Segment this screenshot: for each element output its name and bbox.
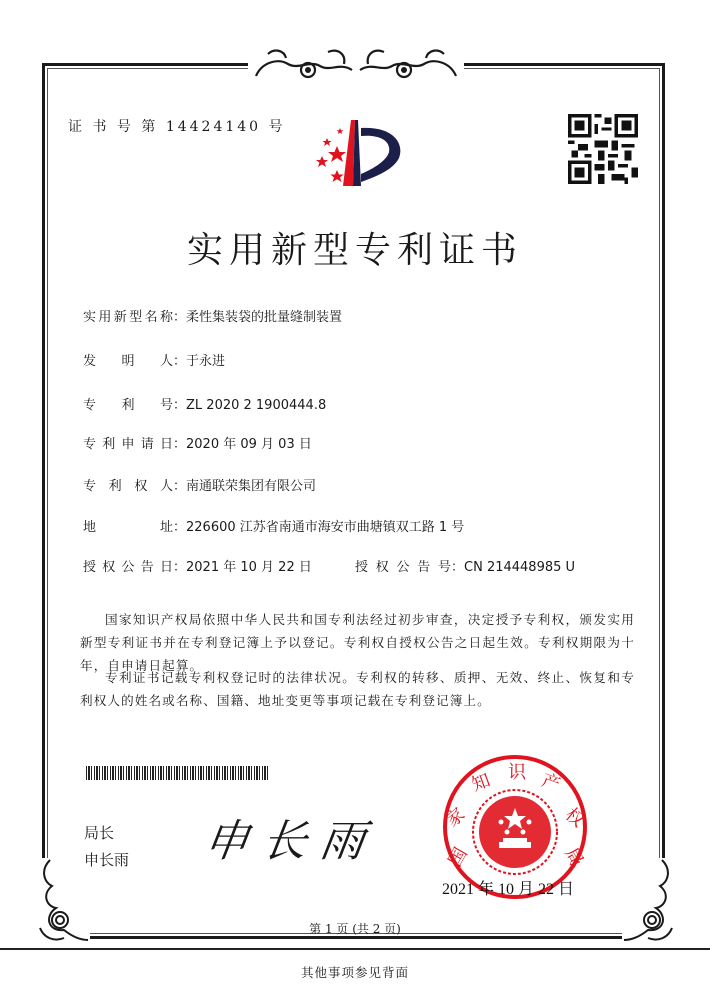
field-label: 授权公告日	[83, 560, 173, 575]
field-inventor	[83, 350, 225, 369]
svg-text:局: 局	[560, 844, 588, 871]
field-label: 专利权人	[83, 479, 173, 494]
field-utility-model-name	[83, 306, 342, 325]
page-title: 实用新型专利证书	[186, 230, 523, 271]
dragon-ornament-icon	[248, 44, 464, 84]
colon: ：	[173, 398, 187, 413]
field-value: 2021 年 10 月 22 日	[186, 560, 312, 575]
field-label: 实用新型名称	[83, 310, 173, 325]
svg-text:家: 家	[441, 803, 470, 832]
footer-note: 其他事项参见背面	[300, 965, 409, 980]
certificate-number-label: 证 书 号 第	[68, 119, 159, 135]
svg-text:权: 权	[560, 803, 589, 832]
divider	[0, 948, 710, 950]
svg-text:产: 产	[538, 769, 563, 796]
field-value: 2020 年 09 月 03 日	[186, 437, 312, 452]
body-paragraph: 专利证书记载专利权登记时的法律状况。专利权的转移、质押、无效、终止、恢复和专利权人的姓名或名称、国籍、地址变更等事项记载在专利登记簿上。	[80, 669, 635, 708]
field-value: 南通联荣集团有限公司	[186, 479, 317, 494]
colon: ：	[173, 560, 187, 575]
certificate-number	[68, 116, 286, 136]
seal-date: 2021 年 10 月 22 日	[442, 881, 575, 898]
field-announcement-number	[355, 556, 575, 575]
qr-code-icon[interactable]	[568, 114, 638, 184]
director-name: 申长雨	[84, 851, 130, 869]
field-label: 专利申请日	[83, 437, 173, 452]
field-label: 专利号	[83, 398, 173, 413]
svg-text:国: 国	[444, 844, 472, 871]
director-title: 局长	[84, 824, 115, 842]
svg-text:识: 识	[508, 762, 526, 783]
colon: ：	[173, 520, 187, 535]
field-value: ZL 2020 2 1900444.8	[186, 398, 327, 413]
field-value: 于永进	[186, 354, 226, 369]
colon: ：	[173, 354, 187, 369]
field-application-date	[83, 433, 312, 452]
field-label: 授权公告号	[355, 560, 451, 575]
colon: ：	[173, 437, 187, 452]
certificate-number-suffix: 号	[268, 119, 286, 135]
field-label: 发明人	[83, 354, 173, 369]
field-grant-date	[83, 556, 312, 575]
field-value: CN 214448985 U	[464, 560, 576, 575]
barcode	[86, 766, 269, 780]
colon: ：	[451, 560, 465, 575]
cnipa-logo-icon	[295, 108, 410, 188]
handwritten-signature: 申长雨	[200, 816, 382, 867]
field-label: 地址	[83, 520, 173, 535]
certificate-number-value: 14424140	[165, 119, 262, 135]
field-patentee	[83, 475, 316, 494]
page-indicator: 第 1 页 (共 2 页)	[309, 922, 401, 936]
colon: ：	[173, 310, 187, 325]
colon: ：	[173, 479, 187, 494]
field-value: 226600 江苏省南通市海安市曲塘镇双工路 1 号	[186, 520, 465, 535]
field-patent-number	[83, 394, 326, 413]
field-address	[83, 516, 464, 535]
body-paragraph: 国家知识产权局依照中华人民共和国专利法经过初步审查，决定授予专利权，颁发实用新型专利证书并在专利登记簿上予以登记。专利权自授权公告之日起生效。专利权期限为十年，自申请日起算。	[80, 611, 635, 673]
field-value: 柔性集装袋的批量缝制装置	[186, 310, 343, 325]
svg-text:知: 知	[469, 769, 494, 796]
